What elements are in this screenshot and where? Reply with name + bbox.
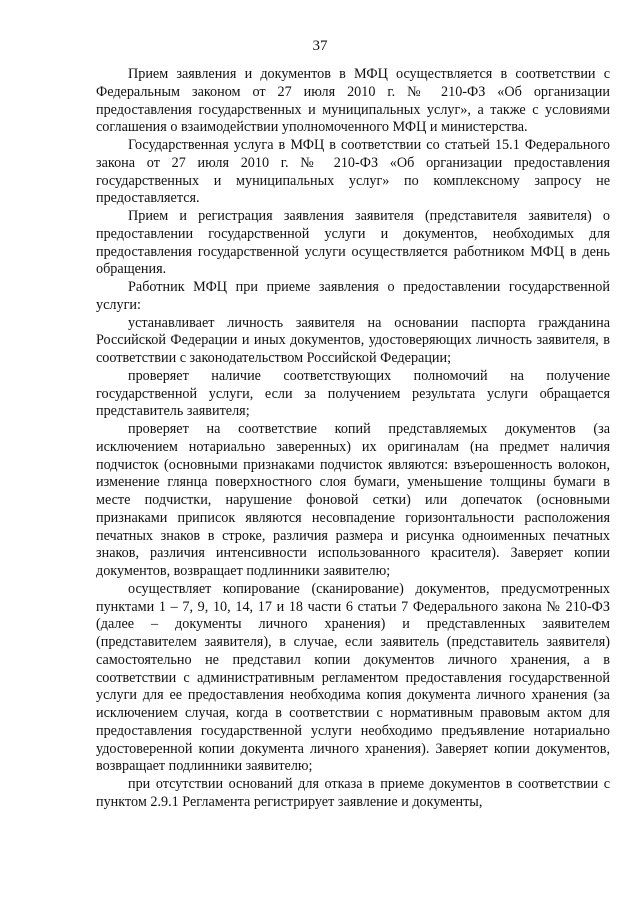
paragraph-copies-check: проверяет на соответствие копий представляемых документов (за исключением нотариально заверенных) их оригиналам (на предмет наличия подчисток (основными признаками подчисток являются: взъерошенность волокон, изменение глянца поверхностного слоя бумаги, уменьшение толщины бумаги в месте подчистки, нарушение фоновой сетки) или допечаток (основными признаками приписок являются несовпадение горизонтальности расположения печатных знаков в строке, различия размера и рисунка одноименных печатных знаков, различия интенсивности использованного красителя). Заверяет копии документов, возвращает подлинники заявителю; bbox=[96, 421, 610, 579]
paragraph-scanning: осуществляет копирование (сканирование) документов, предусмотренных пунктами 1 – 7, 9, 10, 14, 17 и 18 части 6 статьи 7 Федерального закона № 210-ФЗ (далее – документы личного хранения) и представленных заявителем (представителем заявителя), в случае, если заявитель (представитель заявителя) самостоятельно не представил копии документов личного хранения, а в соответствии с административным регламентом предоставления государственной услуги для ее предоставления необходима копия документа личного хранения (за исключением случая, когда в соответствии с нормативным правовым актом для предоставления государственной услуги необходимо предъявление нотариально удостоверенной копии документа личного хранения). Заверяет копии документов, возвращает подлинники заявителю; bbox=[96, 580, 610, 775]
paragraph-worker-duties-intro: Работник МФЦ при приеме заявления о предоставлении государственной услуги: bbox=[96, 279, 610, 313]
paragraph-mfc-reception: Прием заявления и документов в МФЦ осуществляется в соответствии с Федеральным законом от 27 июля 2010 г. № 210-ФЗ «Об организации предоставления государственных и муниципальных услуг», а также с условиями соглашения о взаимодействии уполномоченного МФЦ и министерства. bbox=[96, 66, 610, 136]
paragraph-registration: Прием и регистрация заявления заявителя (представителя заявителя) о предоставлении государственной услуги и документов, необходимых для предоставления государственной услуги осуществляется работником МФЦ в день обращения. bbox=[96, 208, 610, 278]
paragraph-authority-check: проверяет наличие соответствующих полномочий на получение государственной услуги, если за получением результата услуги обращается представитель заявителя; bbox=[96, 367, 610, 420]
paragraph-complex-request: Государственная услуга в МФЦ в соответствии со статьей 15.1 Федерального закона от 27 июля 2010 г. № 210-ФЗ «Об организации предоставления государственных и муниципальных услуг» по комплексному запросу не предоставляется. bbox=[96, 137, 610, 207]
page-number: 37 bbox=[312, 38, 328, 54]
paragraph-registration-final: при отсутствии оснований для отказа в приеме документов в соответствии с пунктом 2.9.1 Регламента регистрирует заявление и документы, bbox=[96, 776, 610, 810]
paragraph-identity-check: устанавливает личность заявителя на основании паспорта гражданина Российской Федерации и иных документов, удостоверяющих личность заявителя, в соответствии с законодательством Российской Федерации; bbox=[96, 314, 610, 366]
document-body bbox=[96, 66, 610, 812]
